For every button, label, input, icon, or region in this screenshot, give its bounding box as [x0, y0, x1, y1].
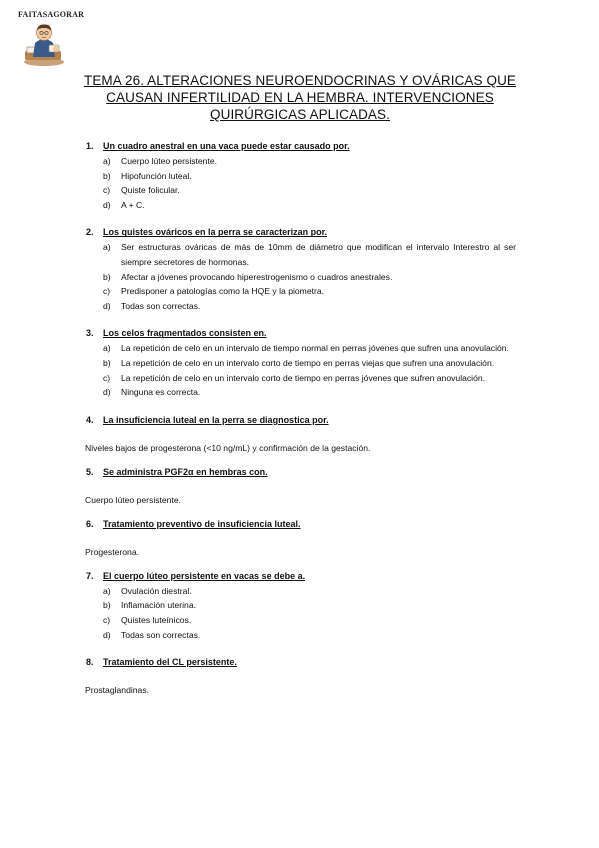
question-5	[86, 466, 516, 506]
option-text: La repetición de celo en un intervalo corto de tiempo en perras viejas que sufren una anovulación.	[121, 357, 495, 368]
logo-image	[21, 21, 67, 67]
option-item	[103, 613, 516, 628]
question-number: 1.	[86, 141, 94, 151]
option-item	[103, 270, 516, 285]
question-8	[86, 656, 516, 696]
option-item	[103, 240, 516, 269]
question-2	[86, 226, 516, 313]
question-7	[86, 570, 516, 642]
question-text: Tratamiento preventivo de insuficiencia luteal.	[103, 518, 301, 529]
option-item	[103, 356, 516, 371]
question-text: Tratamiento del CL persistente.	[103, 657, 237, 668]
option-item	[103, 385, 516, 400]
option-item	[103, 198, 516, 213]
option-text: Afectar a jóvenes provocando hiperestrogenismo o cuadros anestrales.	[121, 271, 393, 282]
option-letter: a)	[103, 156, 111, 166]
question-list	[86, 140, 516, 696]
question-number: 7.	[86, 570, 94, 581]
question-text: El cuerpo lúteo persistente en vacas se debe a.	[103, 570, 306, 581]
option-item	[103, 169, 516, 184]
question-text: Los celos fragmentados consisten en.	[103, 328, 267, 339]
answer-text: Prostaglandinas.	[85, 685, 150, 696]
title-line: CAUSAN INFERTILIDAD EN LA HEMBRA. INTERVENCIONES	[106, 90, 494, 105]
option-text: Ser estructuras ováricas de más de 10mm de diámetro que modifican el intervalo Interestro al ser siempre secretores de hormonas.	[121, 242, 516, 267]
option-text: Ninguna es correcta.	[121, 387, 201, 398]
option-letter: c)	[103, 185, 111, 196]
question-6	[86, 518, 516, 558]
option-item	[103, 284, 516, 299]
question-text: La insuficiencia luteal en la perra se diagnostica por.	[103, 414, 329, 425]
option-letter: d)	[103, 629, 111, 640]
option-text: La repetición de celo en un intervalo de tiempo normal en perras jóvenes que sufren una anovulación.	[121, 343, 509, 354]
option-item	[103, 628, 516, 643]
option-item	[103, 183, 516, 198]
option-letter: c)	[103, 372, 111, 383]
answer-text: Progesterona.	[85, 546, 139, 557]
question-number: 2.	[86, 227, 94, 238]
answer-text: Niveles bajos de progesterona (<10 ng/mL) y confirmación de la gestación.	[85, 442, 371, 453]
option-text: Todas son correctas.	[121, 300, 201, 311]
option-letter: b)	[103, 271, 111, 282]
question-number: 4.	[86, 414, 94, 425]
question-text: Los quistes ováricos en la perra se caracterizan por.	[103, 227, 328, 238]
option-item	[103, 341, 516, 356]
option-text: Predisponer a patologías como la HQE y la piometra.	[121, 286, 325, 297]
question-text: Se administra PGF2α en hembras con.	[103, 466, 268, 477]
option-item	[103, 598, 516, 613]
option-text: Cuerpo lúteo persistente.	[121, 156, 218, 166]
option-letter: c)	[103, 286, 111, 297]
option-item	[103, 584, 516, 599]
option-text: Ovulación diestral.	[121, 585, 192, 596]
question-4	[86, 414, 516, 454]
option-text: A + C.	[121, 199, 145, 210]
option-letter: b)	[103, 600, 111, 611]
option-letter: a)	[103, 585, 111, 596]
option-item	[103, 371, 516, 386]
option-text: Hipofunción luteal.	[121, 170, 192, 181]
title-line: TEMA 26. ALTERACIONES NEUROENDOCRINAS Y OVÁRICAS QUE	[83, 73, 517, 88]
question-number: 3.	[86, 328, 94, 339]
option-letter: d)	[103, 199, 111, 210]
option-item	[103, 154, 516, 169]
option-text: La repetición de celo en un intervalo corto de tiempo en perras jóvenes que sufren anovulación.	[121, 372, 486, 383]
option-letter: d)	[103, 387, 111, 398]
question-number: 5.	[86, 466, 94, 477]
question-number: 8.	[86, 657, 94, 668]
title-line: QUIRÚRGICAS APLICADAS.	[210, 107, 390, 122]
question-number: 6.	[86, 518, 94, 529]
option-text: Todas son correctas.	[121, 629, 201, 640]
option-item	[103, 299, 516, 314]
option-letter: c)	[103, 614, 111, 625]
option-letter: b)	[103, 357, 111, 368]
option-text: Quistes luteínicos.	[121, 614, 192, 625]
option-letter: a)	[103, 343, 111, 354]
brand-name: FAITASAGORAR	[18, 10, 85, 19]
question-text: Un cuadro anestral en una vaca puede estar causado por.	[103, 141, 350, 151]
option-letter: a)	[103, 242, 111, 253]
document-title	[60, 72, 540, 123]
question-1	[86, 140, 516, 212]
answer-text: Cuerpo lúteo persistente.	[85, 494, 182, 505]
question-3	[86, 327, 516, 399]
option-letter: d)	[103, 300, 111, 311]
option-text: Inflamación uterina.	[121, 600, 196, 611]
option-text: Quiste folicular.	[121, 185, 180, 196]
option-letter: b)	[103, 170, 111, 181]
